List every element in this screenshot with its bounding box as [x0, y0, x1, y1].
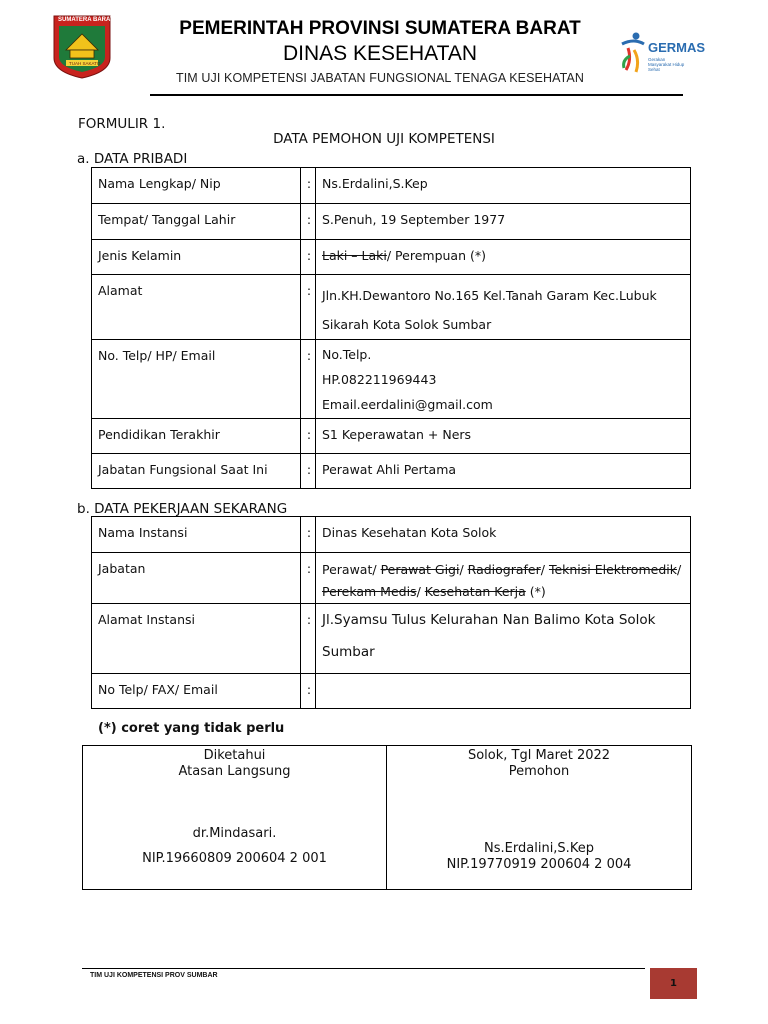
- supervisor-name: dr.Mindasari.: [192, 826, 277, 841]
- applicant-title: Pemohon: [508, 764, 570, 779]
- struck-option: Radiografer: [467, 562, 541, 577]
- row-label: Nama Instansi: [92, 517, 301, 553]
- supervisor-title: Atasan Langsung: [178, 764, 291, 779]
- row-value: S1 Keperawatan + Ners: [316, 419, 691, 454]
- contact-line: Email.eerdalini@gmail.com: [322, 397, 493, 412]
- table-row: [92, 454, 691, 489]
- address-line: Jl.Syamsu Tulus Kelurahan Nan Balimo Kota Solok: [322, 612, 656, 628]
- header-agency: DINAS KESEHATAN: [282, 42, 478, 65]
- table-row: [92, 604, 691, 674]
- struck-option: Laki – Laki: [322, 248, 387, 263]
- table-row: [92, 674, 691, 709]
- header-government: PEMERINTAH PROVINSI SUMATERA BARAT: [179, 18, 581, 39]
- row-value: Ns.Erdalini,S.Kep: [316, 168, 691, 204]
- row-colon: :: [301, 419, 316, 454]
- row-label: Nama Lengkap/ Nip: [92, 168, 301, 204]
- employment-data-table: [91, 516, 691, 709]
- row-colon: :: [301, 454, 316, 489]
- contact-line: No.Telp.: [322, 347, 372, 362]
- row-value: [316, 553, 691, 604]
- struck-option: Perekam Medis: [322, 584, 417, 599]
- table-row: [92, 204, 691, 240]
- note-marker: (*): [525, 584, 546, 599]
- form-number: FORMULIR 1.: [78, 116, 166, 132]
- form-title: DATA PEMOHON UJI KOMPETENSI: [273, 131, 495, 147]
- logo-banner: TUAH SAKATO: [69, 61, 101, 66]
- row-colon: :: [301, 240, 316, 275]
- header-team: TIM UJI KOMPETENSI JABATAN FUNGSIONAL TENAGA KESEHATAN: [175, 71, 584, 85]
- row-colon: :: [301, 340, 316, 419]
- germas-wordmark: GERMAS: [648, 40, 706, 55]
- row-label: No Telp/ FAX/ Email: [92, 674, 301, 709]
- supervisor-nip: NIP.19660809 200604 2 001: [142, 851, 327, 866]
- strike-note: (*) coret yang tidak perlu: [98, 721, 285, 736]
- germas-tagline: Gerakan Masyarakat Hidup Sehat: [648, 57, 685, 72]
- row-label: Alamat: [92, 275, 301, 340]
- row-colon: :: [301, 517, 316, 553]
- row-label: Pendidikan Terakhir: [92, 419, 301, 454]
- germas-logo: [618, 30, 710, 76]
- table-row: [92, 240, 691, 275]
- row-label: Jabatan Fungsional Saat Ini: [92, 454, 301, 489]
- row-value: [316, 340, 691, 419]
- row-value: [316, 275, 691, 340]
- row-label: Jabatan: [92, 553, 301, 604]
- section-a-heading: a. DATA PRIBADI: [77, 151, 188, 167]
- row-label: Tempat/ Tanggal Lahir: [92, 204, 301, 240]
- approval-label: Diketahui: [203, 748, 266, 763]
- address-line: Sumbar: [322, 644, 375, 660]
- row-value: Perawat Ahli Pertama: [316, 454, 691, 489]
- row-colon: :: [301, 275, 316, 340]
- table-row: [92, 419, 691, 454]
- separator: /: [676, 562, 682, 577]
- row-value: S.Penuh, 19 September 1977: [316, 204, 691, 240]
- separator: /: [459, 562, 468, 577]
- header-divider: [150, 94, 683, 96]
- row-colon: :: [301, 204, 316, 240]
- applicant-name: Ns.Erdalini,S.Kep: [484, 841, 594, 856]
- struck-option: Teknisi Elektromedik: [548, 562, 677, 577]
- personal-data-table: [91, 167, 691, 489]
- footer-label: TIM UJI KOMPETENSI PROV SUMBAR: [90, 972, 218, 979]
- table-row: [92, 275, 691, 340]
- table-row: [92, 517, 691, 553]
- sumbar-logo: [50, 14, 114, 80]
- row-colon: :: [301, 674, 316, 709]
- page-number: 1: [650, 968, 697, 999]
- row-colon: :: [301, 168, 316, 204]
- address-line: Jln.KH.Dewantoro No.165 Kel.Tanah Garam Kec.Lubuk: [322, 288, 657, 303]
- table-row: [92, 168, 691, 204]
- position-option: Perawat/: [322, 562, 381, 577]
- applicant-nip: NIP.19770919 200604 2 004: [446, 857, 632, 872]
- row-label: Alamat Instansi: [92, 604, 301, 674]
- section-b-heading: b. DATA PEKERJAAN SEKARANG: [77, 501, 288, 517]
- row-value: Dinas Kesehatan Kota Solok: [316, 517, 691, 553]
- address-line: Sikarah Kota Solok Sumbar: [322, 317, 492, 332]
- signature-box: [82, 745, 692, 890]
- row-value: [316, 674, 691, 709]
- row-value: [316, 240, 691, 275]
- logo-caption: SUMATERA BARAT: [58, 17, 114, 23]
- selected-option: / Perempuan (*): [386, 248, 486, 263]
- row-colon: :: [301, 604, 316, 674]
- table-row: [92, 340, 691, 419]
- separator: /: [540, 562, 549, 577]
- contact-line: HP.082211969443: [322, 372, 437, 387]
- struck-option: Perawat Gigi: [380, 562, 460, 577]
- struck-option: Kesehatan Kerja: [424, 584, 526, 599]
- footer-divider: [82, 968, 645, 969]
- row-label: No. Telp/ HP/ Email: [92, 340, 301, 419]
- separator: /: [416, 584, 425, 599]
- row-label: Jenis Kelamin: [92, 240, 301, 275]
- place-date: Solok, Tgl Maret 2022: [467, 748, 611, 763]
- table-row: [92, 553, 691, 604]
- row-value: [316, 604, 691, 674]
- row-colon: :: [301, 553, 316, 604]
